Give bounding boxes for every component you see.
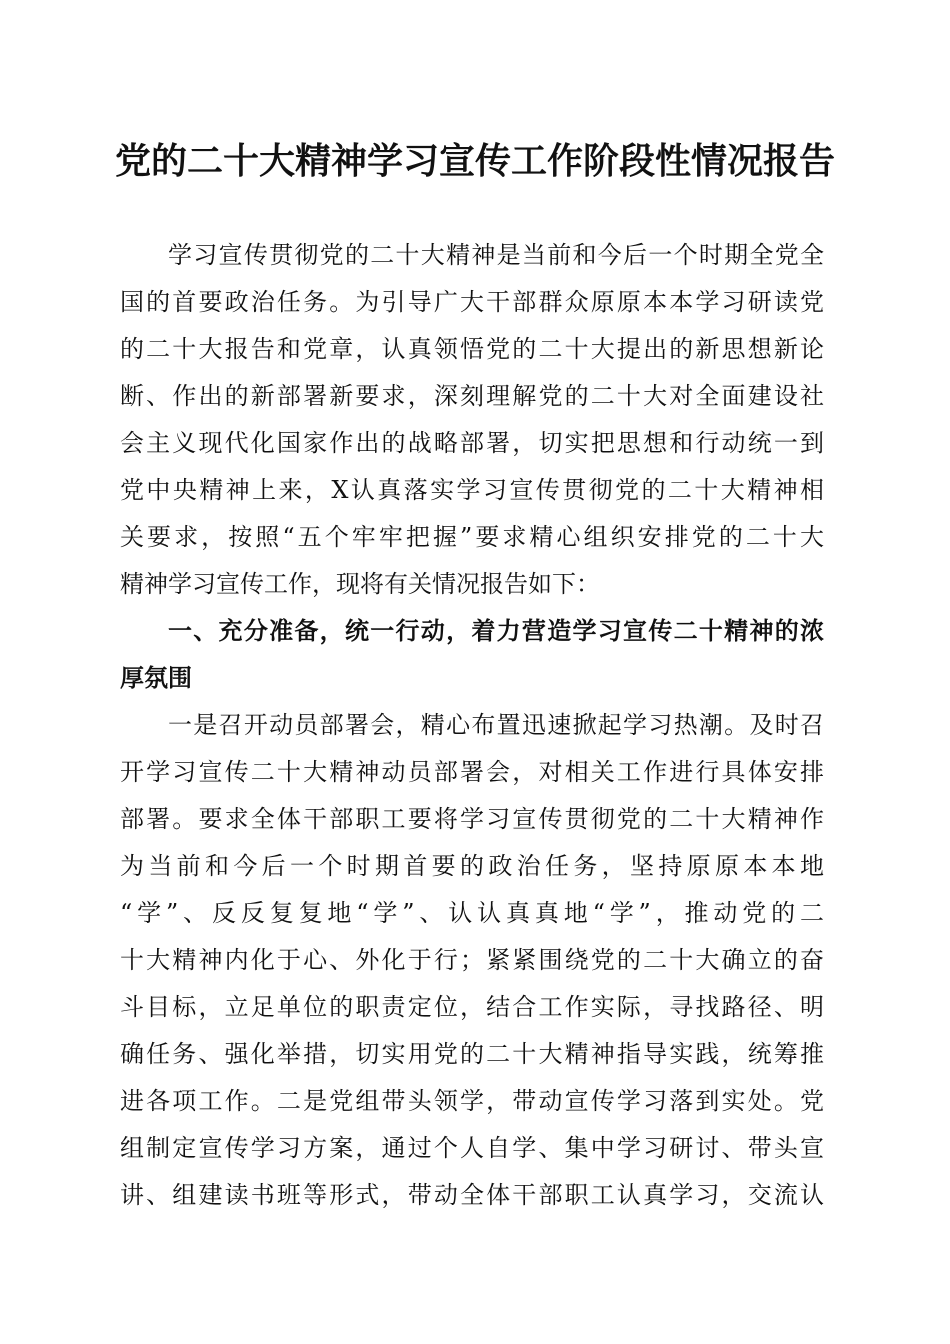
paragraph-line: 进各项工作。二是党组带头领学，带动宣传学习落到实处。党 bbox=[120, 1087, 824, 1115]
paragraph-line: 确任务、强化举措，切实用党的二十大精神指导实践，统筹推 bbox=[120, 1040, 824, 1068]
paragraph-line: 学习宣传贯彻党的二十大精神是当前和今后一个时期全党全 bbox=[168, 241, 824, 269]
paragraph-line: 精神学习宣传工作，现将有关情况报告如下： bbox=[120, 570, 600, 598]
document-title: 党的二十大精神学习宣传工作阶段性情况报告 bbox=[114, 140, 835, 182]
paragraph-line: 国的首要政治任务。为引导广大干部群众原原本本学习研读党 bbox=[120, 288, 824, 316]
paragraph-line: 党中央精神上来，X认真落实学习宣传贯彻党的二十大精神相 bbox=[120, 476, 824, 504]
paragraph-line: 一是召开动员部署会，精心布置迅速掀起学习热潮。及时召 bbox=[168, 711, 824, 739]
paragraph-line: 开学习宣传二十大精神动员部署会，对相关工作进行具体安排 bbox=[120, 758, 824, 786]
paragraph-line: 会主义现代化国家作出的战略部署，切实把思想和行动统一到 bbox=[120, 429, 824, 457]
document-body bbox=[120, 232, 824, 1219]
intro-paragraph bbox=[120, 232, 824, 608]
heading-line: 一、充分准备，统一行动，着力营造学习宣传二十精神的浓 bbox=[168, 617, 824, 645]
section-heading bbox=[120, 608, 824, 702]
paragraph-line: “学”、反反复复地“学”、认认真真地“学”，推动党的二 bbox=[120, 899, 824, 927]
paragraph-line: 的二十大报告和党章，认真领悟党的二十大提出的新思想新论 bbox=[120, 335, 824, 363]
paragraph-line: 为当前和今后一个时期首要的政治任务，坚持原原本本地 bbox=[120, 852, 824, 880]
paragraph-line: 组制定宣传学习方案，通过个人自学、集中学习研讨、带头宣 bbox=[120, 1134, 824, 1162]
paragraph-line: 断、作出的新部署新要求，深刻理解党的二十大对全面建设社 bbox=[120, 382, 824, 410]
heading-line: 厚氛围 bbox=[120, 664, 192, 692]
paragraph-line: 十大精神内化于心、外化于行；紧紧围绕党的二十大确立的奋 bbox=[120, 946, 824, 974]
paragraph-line: 部署。要求全体干部职工要将学习宣传贯彻党的二十大精神作 bbox=[120, 805, 824, 833]
paragraph-line: 斗目标，立足单位的职责定位，结合工作实际，寻找路径、明 bbox=[120, 993, 824, 1021]
paragraph-line: 讲、组建读书班等形式，带动全体干部职工认真学习，交流认 bbox=[120, 1181, 824, 1209]
paragraph-line: 关要求，按照“五个牢牢把握”要求精心组织安排党的二十大 bbox=[120, 523, 824, 551]
section-paragraph bbox=[120, 702, 824, 1219]
